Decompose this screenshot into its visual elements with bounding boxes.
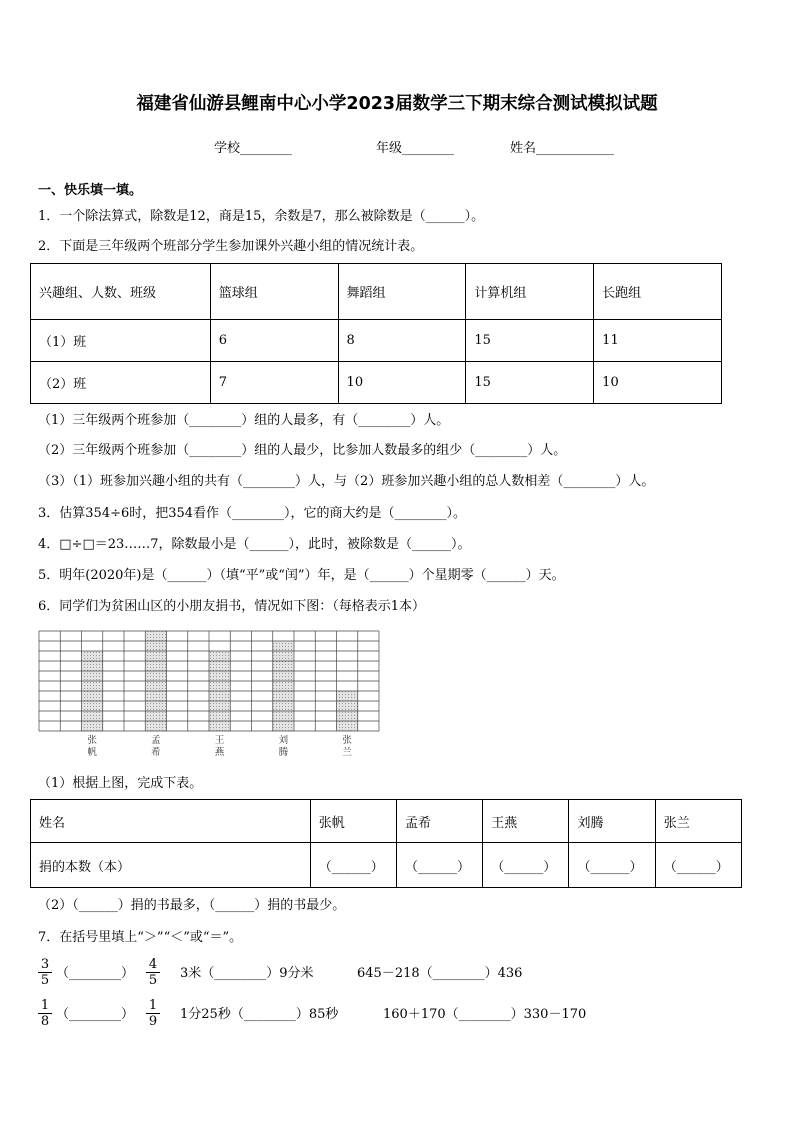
question-6-sub-1: （1）根据上图，完成下表。 <box>38 776 203 791</box>
category-label-char: 刘 <box>278 735 289 746</box>
table-row <box>31 362 722 404</box>
answer-blank[interactable]: （________） <box>56 1007 135 1022</box>
question-7: 7．在括号里填上“＞”“＜”或“＝”。 <box>38 930 243 945</box>
question-2-sub-3: （3）（1）班参加兴趣小组的共有（________）人，与（2）班参加兴趣小组的总人数相差（________）人。 <box>38 474 655 489</box>
page-title: 福建省仙游县鲤南中心小学2023届数学三下期末综合测试模拟试题 <box>136 94 658 114</box>
category-label <box>276 735 290 759</box>
compare-item: 645－218（________）436 <box>357 966 523 981</box>
table-cell: 15 <box>466 362 594 404</box>
question-2-sub-1: （1）三年级两个班参加（________）组的人最多，有（________）人。 <box>38 413 450 428</box>
table-row <box>31 800 742 843</box>
category-label-char: 希 <box>151 747 161 758</box>
interest-group-table <box>30 263 722 404</box>
category-label-char: 王 <box>214 735 225 746</box>
category-label-char: 孟 <box>151 735 161 746</box>
school-field[interactable]: 学校________ <box>214 141 293 156</box>
question-4: 4．□÷□＝23……7，除数最小是（______），此时，被除数是（______）。 <box>38 537 471 552</box>
table-cell: 15 <box>466 320 594 362</box>
category-label-char: 帆 <box>87 747 97 758</box>
table-header-cell: 刘腾 <box>569 800 655 843</box>
compare-item: 1分25秒（________）85秒 <box>180 1007 339 1022</box>
category-label-char: 张 <box>87 735 97 746</box>
table-header-cell: 王燕 <box>483 800 569 843</box>
table-cell: 7 <box>210 362 338 404</box>
fraction-numerator: 1 <box>38 998 52 1014</box>
fraction-denominator: 5 <box>148 973 158 988</box>
question-2: 2．下面是三年级两个班部分学生参加课外兴趣小组的情况统计表。 <box>38 239 424 254</box>
question-6: 6．同学们为贫困山区的小朋友捐书，情况如下图：（每格表示1本） <box>38 599 426 614</box>
donation-table <box>30 799 742 888</box>
table-header-cell: 长跑组 <box>594 264 722 320</box>
answer-blank[interactable]: （______） <box>483 843 569 888</box>
answer-blank[interactable]: （________） <box>56 966 135 981</box>
fraction <box>38 957 52 988</box>
book-donation-chart <box>38 630 380 734</box>
question-2-sub-2: （2）三年级两个班参加（________）组的人最少，比参加人数最多的组少（________）人。 <box>38 443 567 458</box>
category-label <box>213 735 227 759</box>
compare-item: 160＋170（________）330－170 <box>383 1007 587 1022</box>
answer-blank[interactable]: （______） <box>655 843 741 888</box>
table-header-cell: 计算机组 <box>466 264 594 320</box>
question-1: 1．一个除法算式，除数是12，商是15，余数是7，那么被除数是（______）。 <box>38 209 485 224</box>
fraction-denominator: 8 <box>40 1014 50 1029</box>
table-cell: 10 <box>338 362 466 404</box>
table-header-cell: 姓名 <box>31 800 311 843</box>
bar-刘腾 <box>273 641 294 731</box>
fraction-numerator: 3 <box>38 957 52 973</box>
fraction-denominator: 9 <box>148 1014 158 1029</box>
fraction-denominator: 5 <box>40 973 50 988</box>
answer-blank[interactable]: （______） <box>397 843 483 888</box>
table-row <box>31 264 722 320</box>
category-label-char: 腾 <box>278 747 289 758</box>
table-header-cell: 孟希 <box>397 800 483 843</box>
category-label-char: 张 <box>342 735 352 746</box>
compare-item: 3米（________）9分米 <box>180 966 314 981</box>
category-label <box>149 735 163 759</box>
table-cell: 10 <box>594 362 722 404</box>
fraction-numerator: 4 <box>146 957 160 973</box>
table-header-cell: 兴趣组、人数、班级 <box>31 264 211 320</box>
category-label <box>340 735 354 759</box>
table-row <box>31 320 722 362</box>
question-5: 5．明年(2020年)是（______）（填“平”或“闰”）年，是（______）个星期零（______）天。 <box>38 568 565 583</box>
category-label <box>85 735 99 759</box>
table-cell: （2）班 <box>31 362 211 404</box>
table-cell: 捐的本数（本） <box>31 843 311 888</box>
category-label-char: 燕 <box>214 747 225 758</box>
table-cell: 11 <box>594 320 722 362</box>
table-cell: （1）班 <box>31 320 211 362</box>
table-header-cell: 篮球组 <box>210 264 338 320</box>
table-header-cell: 张帆 <box>310 800 396 843</box>
question-3: 3．估算354÷6时，把354看作（________），它的商大约是（________）。 <box>38 506 467 521</box>
section-heading: 一、快乐填一填。 <box>38 183 143 198</box>
grade-field[interactable]: 年级________ <box>376 141 455 156</box>
category-label-char: 兰 <box>342 747 352 758</box>
answer-blank[interactable]: （______） <box>569 843 655 888</box>
table-cell: 6 <box>210 320 338 362</box>
table-cell: 8 <box>338 320 466 362</box>
table-header-cell: 张兰 <box>655 800 741 843</box>
question-6-sub-2: （2）（______）捐的书最多，（______）捐的书最少。 <box>38 898 346 913</box>
fraction <box>146 957 160 988</box>
table-header-cell: 舞蹈组 <box>338 264 466 320</box>
name-field[interactable]: 姓名____________ <box>510 141 615 156</box>
fraction-numerator: 1 <box>146 998 160 1014</box>
answer-blank[interactable]: （______） <box>310 843 396 888</box>
fraction <box>146 998 160 1029</box>
fraction <box>38 998 52 1029</box>
table-row <box>31 843 742 888</box>
